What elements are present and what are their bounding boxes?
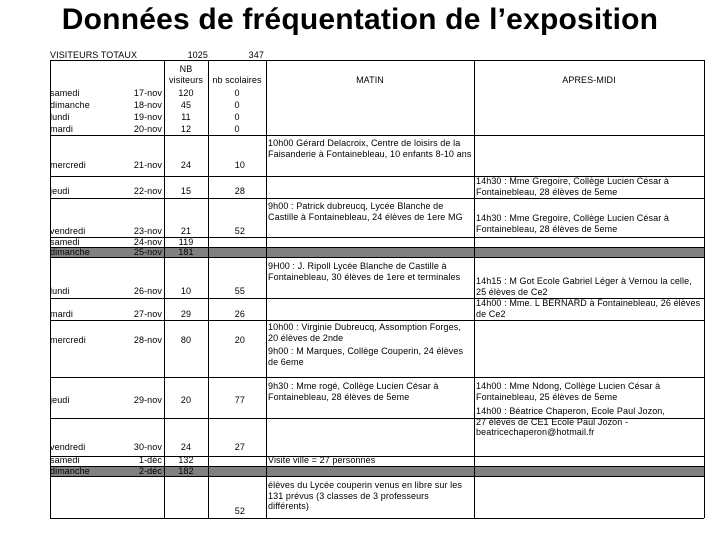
date-cell: 26-nov bbox=[133, 286, 162, 296]
grid-line bbox=[50, 198, 704, 199]
date-cell: 22-nov bbox=[133, 186, 162, 196]
page-title: Données de fréquentation de l’exposition bbox=[61, 3, 659, 36]
scolaires-cell: 20 bbox=[234, 335, 245, 345]
col-apres-midi-header: APRES-MIDI bbox=[562, 75, 616, 85]
matin-cell: 9H00 : J. Ripoll Lycée Blanche de Castille à Fontainebleau, 30 élèves de 1ere et terminales bbox=[268, 261, 461, 282]
visitors-cell: 132 bbox=[178, 455, 194, 465]
day-label: dimanche bbox=[50, 100, 90, 110]
day-label: mercredi bbox=[50, 160, 86, 170]
apres-midi-cell: 14h30 : Mme Gregoire, Collège Lucien César à Fontainebleau, 28 élèves de 5eme bbox=[476, 213, 669, 234]
total-visitors: 1025 bbox=[187, 50, 208, 60]
col-scolaires-header: nb scolaires bbox=[212, 75, 262, 85]
date-cell: 21-nov bbox=[133, 160, 162, 170]
col-matin-header: MATIN bbox=[356, 75, 384, 85]
totals-label: VISITEURS TOTAUX bbox=[50, 50, 138, 60]
visitors-cell: 80 bbox=[180, 335, 192, 345]
scolaires-cell: 77 bbox=[234, 395, 245, 405]
matin-cell: élèves du Lycée couperin venus en libre sur les 131 prévus (3 classes de 3 professeurs différents) bbox=[268, 480, 462, 511]
day-label: mardi bbox=[50, 309, 74, 319]
apres-midi-cell: 14h00 : Béatrice Chaperon, Ecole Paul Jozon, 27 élèves de CE1 Ecole Paul Jozon - beatricechaperon@hotmail.fr bbox=[476, 406, 666, 437]
scolaires-cell: 0 bbox=[234, 100, 240, 110]
scolaires-cell: 0 bbox=[234, 124, 240, 134]
matin-cell: 10h00 Gérard Delacroix, Centre de loisirs de la Faisanderie à Fontainebleau, 10 enfants 8-10 ans bbox=[268, 138, 472, 159]
visitors-cell: 120 bbox=[178, 88, 194, 98]
visitors-cell: 45 bbox=[180, 100, 192, 110]
day-label: dimanche bbox=[50, 466, 90, 476]
day-label: jeudi bbox=[50, 395, 70, 405]
scolaires-cell: 10 bbox=[234, 160, 245, 170]
scolaires-cell: 0 bbox=[234, 88, 240, 98]
visitors-cell: 181 bbox=[178, 247, 194, 257]
day-label: samedi bbox=[50, 237, 80, 247]
visitors-cell: 21 bbox=[180, 226, 192, 236]
grid-line bbox=[50, 377, 704, 378]
day-label: samedi bbox=[50, 88, 80, 98]
date-cell: 23-nov bbox=[133, 226, 162, 236]
day-label: jeudi bbox=[50, 186, 70, 196]
col-visitors-header: NB visiteurs bbox=[169, 64, 203, 85]
visitors-cell: 24 bbox=[180, 442, 192, 452]
grid-line bbox=[266, 60, 267, 518]
matin-cell: 10h00 : Virginie Dubreucq, Assomption Forges, 20 élèves de 2nde bbox=[268, 322, 461, 343]
visitors-cell: 10 bbox=[180, 286, 192, 296]
apres-midi-cell: 14h00 : Mme Ndong, Collège Lucien César à Fontainebleau, 25 élèves de 5eme bbox=[476, 381, 661, 402]
grid-line bbox=[704, 60, 705, 518]
date-cell: 30-nov bbox=[133, 442, 162, 452]
date-cell: 29-nov bbox=[133, 395, 162, 405]
matin-cell: 9h00 : Patrick dubreucq, Lycée Blanche de Castille à Fontainebleau, 24 élèves de 1ere MG bbox=[268, 201, 463, 222]
date-cell: 28-nov bbox=[133, 335, 162, 345]
date-cell: 20-nov bbox=[133, 124, 162, 134]
visitors-cell: 119 bbox=[178, 237, 194, 247]
visitors-cell: 11 bbox=[181, 112, 191, 122]
total-scolaires: 347 bbox=[248, 50, 264, 60]
grid-line bbox=[50, 60, 704, 61]
day-label: lundi bbox=[50, 286, 70, 296]
date-cell: 25-nov bbox=[133, 247, 162, 257]
date-cell: 18-nov bbox=[133, 100, 162, 110]
visitors-cell: 20 bbox=[180, 395, 192, 405]
scolaires-cell: 0 bbox=[234, 112, 240, 122]
day-label: vendredi bbox=[50, 226, 86, 236]
date-cell: 24-nov bbox=[133, 237, 162, 247]
day-label: mardi bbox=[50, 124, 74, 134]
visitors-cell: 182 bbox=[178, 466, 194, 476]
grid-line bbox=[50, 135, 704, 136]
matin-cell: 9h00 : M Marques, Collège Couperin, 24 élèves de 6eme bbox=[268, 346, 464, 367]
grid-line bbox=[474, 60, 475, 518]
scolaires-cell: 26 bbox=[234, 309, 245, 319]
day-label: dimanche bbox=[50, 247, 90, 257]
date-cell: 2-déc bbox=[138, 466, 162, 476]
scolaires-cell: 55 bbox=[234, 286, 245, 296]
visitors-cell: 15 bbox=[180, 186, 192, 196]
visitors-cell: 24 bbox=[180, 160, 192, 170]
scolaires-cell: 28 bbox=[234, 186, 245, 196]
grid-line bbox=[50, 320, 704, 321]
visitors-cell: 29 bbox=[180, 309, 192, 319]
scolaires-cell: 52 bbox=[234, 226, 245, 236]
matin-cell: 9h30 : Mme rogé, Collège Lucien César à Fontainebleau, 28 élèves de 5eme bbox=[268, 381, 439, 402]
apres-midi-cell: 14h00 : Mme. L BERNARD à Fontainebleau, 26 élèves de Ce2 bbox=[476, 298, 701, 319]
grid-line bbox=[50, 518, 704, 519]
day-label: vendredi bbox=[50, 442, 86, 452]
day-label: lundi bbox=[50, 112, 70, 122]
apres-midi-cell: 14h15 : M Got Ecole Gabriel Léger à Vernou la celle, 25 élèves de Ce2 bbox=[476, 276, 692, 297]
date-cell: 27-nov bbox=[133, 309, 162, 319]
date-cell: 19-nov bbox=[133, 112, 162, 122]
apres-midi-cell: 14h30 : Mme Gregoire, Collège Lucien César à Fontainebleau, 28 élèves de 5eme bbox=[476, 176, 669, 197]
scolaires-cell: 52 bbox=[234, 506, 245, 516]
day-label: mercredi bbox=[50, 335, 86, 345]
date-cell: 17-nov bbox=[133, 88, 162, 98]
visitors-cell: 12 bbox=[180, 124, 192, 134]
scolaires-cell: 27 bbox=[234, 442, 245, 452]
day-label: samedi bbox=[50, 455, 80, 465]
date-cell: 1-déc bbox=[138, 455, 162, 465]
matin-cell: Visite ville = 27 personnes bbox=[268, 455, 376, 465]
